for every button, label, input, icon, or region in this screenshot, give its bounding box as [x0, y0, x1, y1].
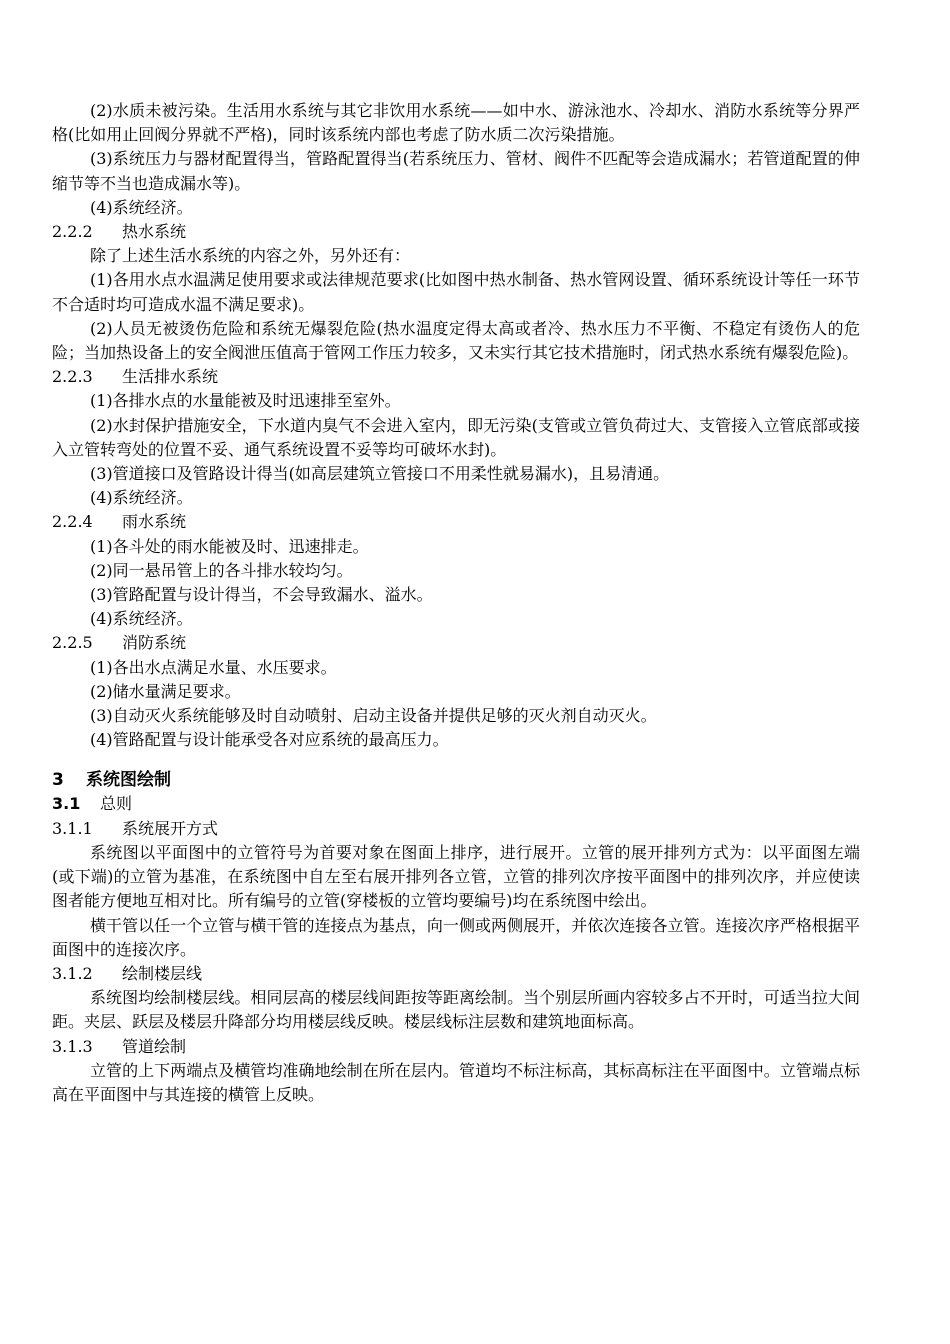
paragraph: (3)管道接口及管路设计得当(如高层建筑立管接口不用柔性就易漏水)，且易清通。	[90, 464, 670, 484]
section-title: 管道绘制	[122, 1036, 187, 1056]
paragraph: (2)水质未被污染。生活用水系统与其它非饮用水系统——如中水、游泳池水、冷却水、消防水系统等分界严格(比如用止回阀分界就不严格)，同时该系统内部也考虑了防水质二次污染措施。	[52, 101, 860, 145]
section-heading-2-2-4	[52, 510, 860, 534]
paragraph: (2)同一悬吊管上的各斗排水较均匀。	[90, 560, 353, 580]
section-heading-3-1	[52, 792, 860, 816]
section-title: 绘制楼层线	[122, 963, 203, 983]
section-heading-3-1-1	[52, 817, 860, 841]
section-number: 2.2.4	[52, 512, 93, 532]
section-heading-3-1-3	[52, 1035, 860, 1059]
chapter-heading-3	[52, 768, 860, 792]
chapter-number: 3	[52, 770, 64, 791]
paragraph: 横干管以任一个立管与横干管的连接点为基点，向一侧或两侧展开，并依次连接各立管。连接次序严格根据平面图中的连接次序。	[52, 915, 860, 959]
paragraph: (1)各用水点水温满足使用要求或法律规范要求(比如图中热水制备、热水管网设置、循环系统设计等任一环节不合适时均可造成水温不满足要求)。	[52, 270, 860, 314]
section-number: 2.2.5	[52, 633, 93, 653]
paragraph: (1)各排水点的水量能被及时迅速排至室外。	[90, 391, 401, 411]
section-title: 总则	[100, 794, 133, 814]
section-title: 雨水系统	[122, 512, 187, 532]
paragraph: (4)系统经济。	[90, 488, 193, 508]
section-heading-2-2-3	[52, 365, 860, 389]
document-page	[52, 99, 860, 1107]
section-title: 热水系统	[122, 222, 187, 242]
paragraph: (4)系统经济。	[90, 197, 193, 217]
paragraph: 除了上述生活水系统的内容之外，另外还有：	[90, 246, 411, 266]
paragraph: (2)水封保护措施安全，下水道内臭气不会进入室内，即无污染(支管或立管负荷过大、支管接入立管底部或接入立管转弯处的位置不妥、通气系统设置不妥等均可破坏水封)。	[52, 415, 860, 459]
paragraph: 系统图均绘制楼层线。相同层高的楼层线间距按等距离绘制。当个别层所画内容较多占不开时，可适当拉大间距。夹层、跃层及楼层升降部分均用楼层线反映。楼层线标注层数和建筑地面标高。	[52, 988, 860, 1032]
section-number: 3.1.2	[52, 963, 93, 983]
paragraph: (1)各斗处的雨水能被及时、迅速排走。	[90, 536, 369, 556]
paragraph: (3)系统压力与器材配置得当，管路配置得当(若系统压力、管材、阀件不匹配等会造成漏水；若管道配置的伸缩节等不当也造成漏水等)。	[52, 149, 860, 193]
paragraph: (2)人员无被烫伤危险和系统无爆裂危险(热水温度定得太高或者冷、热水压力不平衡、不稳定有烫伤人的危险；当加热设备上的安全阀泄压值高于管网工作压力较多，又未实行其它技术措施时，闭式热水系统有爆裂危险)。	[52, 318, 860, 363]
section-title: 消防系统	[122, 633, 187, 653]
chapter-title: 系统图绘制	[86, 770, 171, 791]
paragraph: 系统图以平面图中的立管符号为首要对象在图面上排序，进行展开。立管的展开排列方式为：以平面图左端(或下端)的立管为基准，在系统图中自左至右展开排列各立管，立管的排列次序按平面图中的排列次序，并应使读图者能方便地互相对比。所有编号的立管(穿楼板的立管均要编号)均在系统图中绘出。	[52, 842, 860, 911]
section-heading-3-1-2	[52, 962, 860, 986]
section-heading-2-2-2	[52, 220, 860, 244]
paragraph: (3)管路配置与设计得当，不会导致漏水、溢水。	[90, 585, 433, 605]
section-heading-2-2-5	[52, 631, 860, 655]
paragraph: (1)各出水点满足水量、水压要求。	[90, 657, 337, 677]
section-title: 系统展开方式	[122, 818, 219, 838]
paragraph: 立管的上下两端点及横管均准确地绘制在所在层内。管道均不标注标高，其标高标注在平面图中。立管端点标高在平面图中与其连接的横管上反映。	[52, 1060, 860, 1104]
section-number: 3.1.3	[52, 1036, 93, 1056]
paragraph: (3)自动灭火系统能够及时自动喷射、启动主设备并提供足够的灭火剂自动灭火。	[90, 706, 657, 726]
paragraph: (4)系统经济。	[90, 609, 193, 629]
section-title: 生活排水系统	[122, 367, 219, 387]
paragraph: (2)储水量满足要求。	[90, 681, 241, 701]
section-number: 2.2.3	[52, 367, 93, 387]
section-number: 3.1.1	[52, 818, 93, 838]
section-number: 3.1	[52, 794, 81, 814]
paragraph: (4)管路配置与设计能承受各对应系统的最高压力。	[90, 730, 449, 750]
section-number: 2.2.2	[52, 222, 93, 242]
